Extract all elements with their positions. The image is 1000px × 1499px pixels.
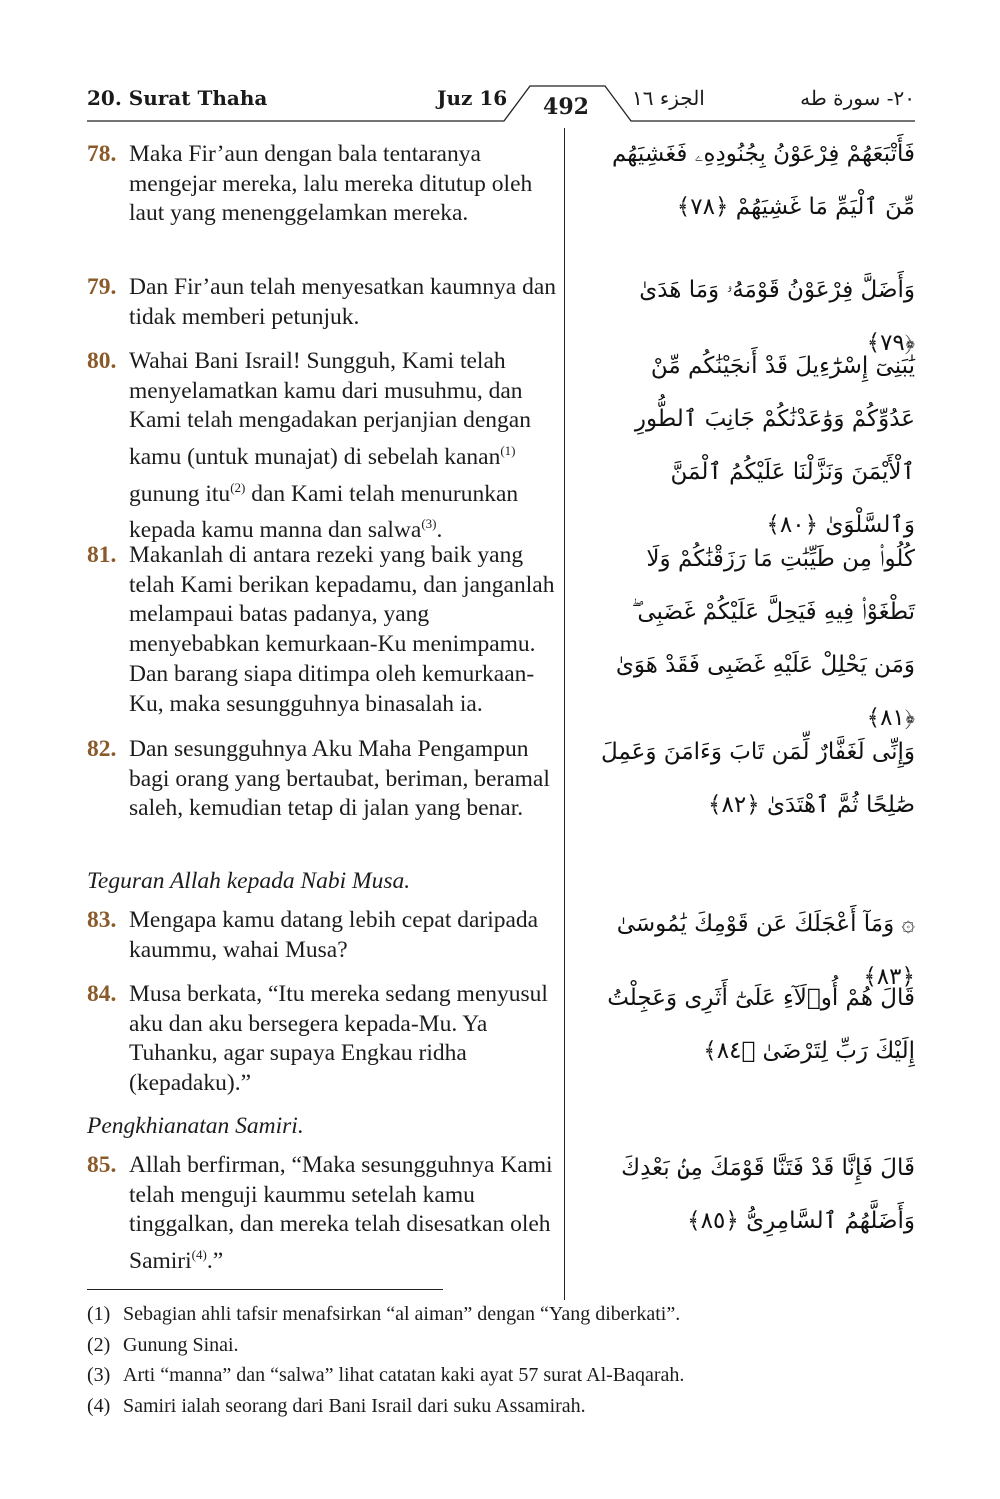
- footnote-number: (4): [87, 1395, 111, 1417]
- footnote-1: [87, 1303, 680, 1326]
- verse-82: [87, 735, 559, 824]
- footnote-ref[interactable]: (3): [421, 516, 437, 532]
- column-divider: [564, 128, 565, 1300]
- footnote-text: Samiri ialah seorang dari Bani Israil dari suku Assamirah.: [123, 1395, 586, 1417]
- verse-translation: Maka Fir’aun dengan bala tentaranya mengejar mereka, lalu mereka ditutup oleh laut yang menenggelamkan mereka.: [129, 141, 533, 227]
- verse-translation: Dan Fir’aun telah menyesatkan kaumnya dan tidak memberi petunjuk.: [129, 274, 556, 330]
- verse-translation: Dan sesungguhnya Aku Maha Pengampun bagi orang yang bertaubat, beriman, beramal saleh, kemudian tetap di jalan yang benar.: [129, 736, 550, 822]
- verse-number: 82.: [87, 736, 117, 762]
- verse-78: [87, 140, 559, 229]
- footnote-text: Sebagian ahli tafsir menafsirkan “al aiman” dengan “Yang diberkati”.: [123, 1303, 681, 1325]
- footnote-text: Arti “manna” dan “salwa” lihat catatan kaki ayat 57 surat Al-Baqarah.: [123, 1364, 685, 1386]
- verse-79: [87, 273, 559, 332]
- footnote-number: (1): [87, 1303, 111, 1325]
- verse-85-arabic: قَالَ فَإِنَّا قَدْ فَتَنَّا قَوْمَكَ مِنۢ بَعْدِكَ وَأَضَلَّهُمُ ٱلسَّامِرِىُّ ﴿٨٥﴾: [621, 1155, 915, 1234]
- verse-number: 78.: [87, 141, 117, 167]
- verse-number: 81.: [87, 542, 117, 568]
- verse-translation: Musa berkata, “Itu mereka sedang menyusul aku dan aku bersegera kepada-Mu. Ya Tuhanku, agar supaya Engkau ridha (kepadaku).”: [129, 981, 548, 1097]
- surah-title-arabic: ٢٠- سورة طه: [800, 86, 915, 110]
- verse-translation: [129, 1151, 559, 1277]
- footnote-ref[interactable]: (1): [500, 443, 516, 459]
- verse-81-arabic: كُلُوا۟ مِن طَيِّبَٰتِ مَا رَزَقْنَٰكُمْ وَلَا تَطْغَوْا۟ فِيهِ فَيَحِلَّ عَلَيْكُمْ غَضَبِى ۖ وَمَن يَحْلِلْ عَلَيْهِ غَضَبِى فَقَدْ هَوَىٰ ﴿٨١﴾: [615, 546, 915, 731]
- verse-translation: Makanlah di antara rezeki yang baik yang telah Kami berikan kepadamu, dan janganlah melampaui batas padanya, yang menyebabkan kemurkaan-Ku menimpamu. Dan barang siapa ditimpa oleh kemurkaan-Ku, maka sesungguhnya binasalah ia.: [129, 542, 555, 717]
- verse-85: [87, 1151, 559, 1277]
- section-heading: Teguran Allah kepada Nabi Musa.: [87, 868, 411, 894]
- verse-84: [87, 980, 559, 1099]
- footnote-number: (3): [87, 1364, 111, 1386]
- footnote-ref[interactable]: (4): [191, 1247, 207, 1263]
- footnote-text: Gunung Sinai.: [123, 1334, 239, 1356]
- verse-text-segment: .: [436, 517, 443, 543]
- verse-83: [87, 906, 559, 965]
- footnote-rule: [87, 1289, 443, 1290]
- verse-80: [87, 347, 559, 546]
- juz-label-arabic: الجزء ١٦: [632, 86, 705, 110]
- juz-label-latin: Juz 16: [437, 86, 508, 110]
- section-heading: Pengkhianatan Samiri.: [87, 1113, 304, 1139]
- verse-80-arabic: يَٰبَنِىٓ إِسْرَٰٓءِيلَ قَدْ أَنجَيْنَٰكُم مِّنْ عَدُوِّكُمْ وَوَٰعَدْنَٰكُمْ جَانِبَ ٱلطُّورِ ٱلْأَيْمَنَ وَنَزَّلْنَا عَلَيْكُمُ ٱلْمَنَّ وَٱلسَّلْوَىٰ ﴿٨٠﴾: [634, 353, 915, 538]
- verse-number: 83.: [87, 907, 117, 933]
- verse-number: 84.: [87, 981, 117, 1007]
- footnote-ref[interactable]: (2): [230, 479, 246, 495]
- verse-number: 80.: [87, 348, 117, 374]
- verse-text-segment: Wahai Bani Israil! Sungguh, Kami telah menyelamatkan kamu dari musuhmu, dan Kami telah mengadakan perjanjian dengan kamu (untuk munajat) di sebelah kanan: [129, 348, 531, 470]
- verse-83-arabic: ۞ وَمَآ أَعْجَلَكَ عَن قَوْمِكَ يَٰمُوسَىٰ ﴿٨٣﴾: [616, 911, 915, 990]
- verse-84-arabic: قَالَ هُمْ أُو۟لَآءِ عَلَىٰٓ أَثَرِى وَعَجِلْتُ إِلَيْكَ رَبِّ لِتَرْضَىٰ ﴿٨٤﴾: [607, 985, 915, 1064]
- verse-text-segment: dan Kami telah menurunkan kepada kamu manna dan salwa: [129, 480, 519, 543]
- verse-82-arabic: وَإِنِّى لَغَفَّارٌ لِّمَن تَابَ وَءَامَنَ وَعَمِلَ صَٰلِحًا ثُمَّ ٱهْتَدَىٰ ﴿٨٢﴾: [600, 739, 915, 818]
- verse-78-arabic: فَأَتْبَعَهُمْ فِرْعَوْنُ بِجُنُودِهِۦ فَغَشِيَهُم مِّنَ ٱلْيَمِّ مَا غَشِيَهُمْ ﴿٧٨﴾: [611, 141, 915, 220]
- verse-text-segment: gunung itu: [129, 480, 231, 507]
- page-number: 492: [543, 94, 589, 120]
- verse-text-segment: .”: [206, 1247, 224, 1274]
- verse-number: 85.: [87, 1152, 117, 1178]
- verse-text-segment: Allah berfirman, “Maka sesungguhnya Kami telah menguji kaummu setelah kamu tinggalkan, dan mereka telah disesatkan oleh Samiri: [129, 1152, 553, 1274]
- footnote-number: (2): [87, 1334, 111, 1356]
- footnote-3: [87, 1364, 684, 1387]
- footnote-2: [87, 1334, 239, 1357]
- verse-81: [87, 541, 559, 719]
- verse-79-arabic: وَأَضَلَّ فِرْعَوْنُ قَوْمَهُۥ وَمَا هَدَىٰ ﴿٧٩﴾: [639, 277, 915, 356]
- verse-translation: Mengapa kamu datang lebih cepat daripada kaummu, wahai Musa?: [129, 907, 539, 963]
- header-rule: [0, 0, 1000, 140]
- surah-title-latin: 20. Surat Thaha: [87, 86, 268, 110]
- verse-translation: [129, 347, 559, 546]
- footnote-4: [87, 1395, 586, 1418]
- verse-number: 79.: [87, 274, 117, 300]
